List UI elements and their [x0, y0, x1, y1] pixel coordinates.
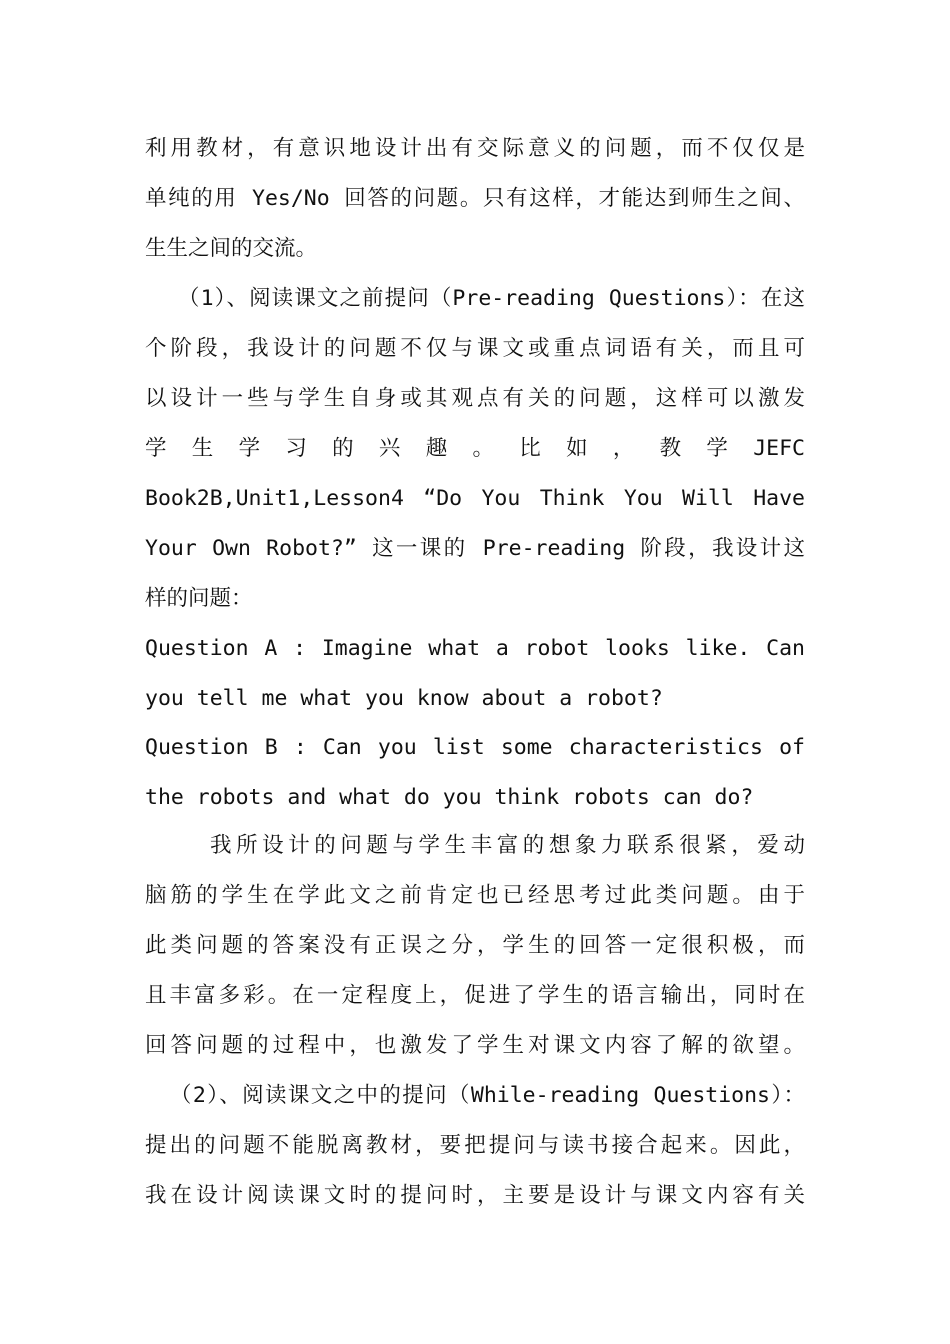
text-line: 生生之间的交流。 — [145, 236, 318, 261]
text-line: Your Own Robot?” 这一课的 Pre-reading 阶段，我设计这 — [145, 536, 805, 561]
text-line: 此类问题的答案没有正误之分，学生的回答一定很积极，而 — [145, 933, 805, 958]
text-line: Question B : Can you list some characteristics of — [145, 735, 805, 760]
text-line: 回答问题的过程中，也激发了学生对课文内容了解的欲望。 — [145, 1033, 805, 1058]
text-line: 以设计一些与学生自身或其观点有关的问题，这样可以激发 — [145, 386, 805, 411]
text-line: you tell me what you know about a robot? — [145, 686, 663, 711]
text-line: 样的问题： — [145, 586, 253, 611]
text-line: 且丰富多彩。在一定程度上，促进了学生的语言输出，同时在 — [145, 983, 805, 1008]
text-line: 提出的问题不能脱离教材，要把提问与读书接合起来。因此， — [145, 1133, 805, 1158]
text-line: 我在设计阅读课文时的提问时，主要是设计与课文内容有关 — [145, 1183, 805, 1208]
text-line: （1）、阅读课文之前提问（Pre-reading Questions）：在这 — [178, 286, 805, 311]
text-line: 利用教材，有意识地设计出有交际意义的问题，而不仅仅是 — [145, 136, 805, 161]
text-line: 学 生 学 习 的 兴 趣 。 比 如 ， 教 学 JEFC — [145, 436, 805, 461]
text-line: Question A : Imagine what a robot looks like. Can — [145, 636, 805, 661]
text-line: the robots and what do you think robots can do? — [145, 785, 754, 810]
text-line: 个阶段，我设计的问题不仅与课文或重点词语有关，而且可 — [145, 336, 805, 361]
text-line: （2）、阅读课文之中的提问（While-reading Questions）： — [170, 1083, 805, 1108]
text-line: 我所设计的问题与学生丰富的想象力联系很紧，爱动 — [210, 833, 805, 858]
text-line: 单纯的用 Yes/No 回答的问题。只有这样，才能达到师生之间、 — [145, 186, 805, 211]
text-line: 脑筋的学生在学此文之前肯定也已经思考过此类问题。由于 — [145, 883, 805, 908]
text-line: Book2B,Unit1,Lesson4 “Do You Think You Will Have — [145, 486, 805, 511]
